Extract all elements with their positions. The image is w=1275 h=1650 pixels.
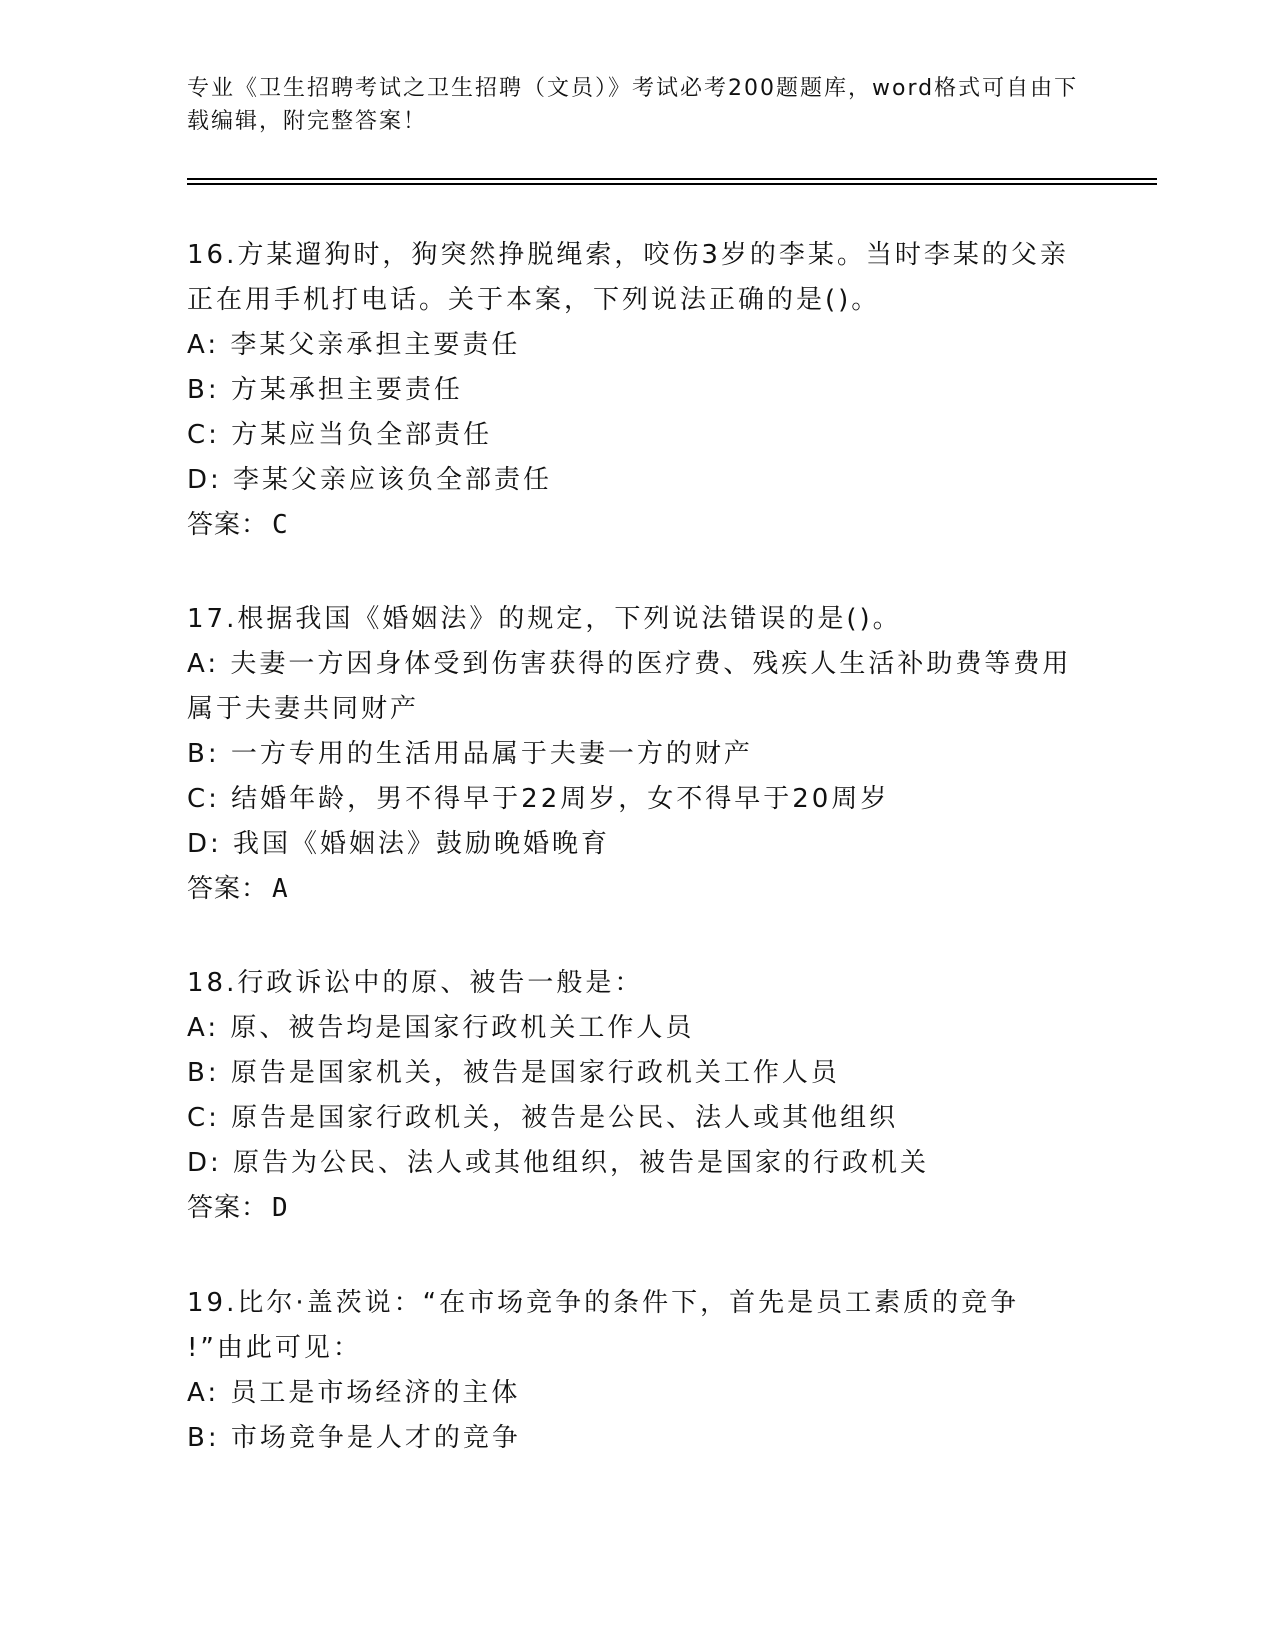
answer-value: C <box>272 510 289 540</box>
answer-label: 答案： <box>187 874 269 904</box>
option-a: A: 李某父亲承担主要责任 <box>187 330 521 360</box>
option-b: B: 方某承担主要责任 <box>187 375 463 405</box>
question-19 <box>187 1281 1087 1461</box>
question-stem-line: 18.行政诉讼中的原、被告一般是： <box>187 968 644 998</box>
question-stem-line: 正在用手机打电话。关于本案，下列说法正确的是()。 <box>187 285 881 315</box>
document-header: 专业《卫生招聘考试之卫生招聘（文员）》考试必考200题题库，word格式可自由下载编辑，附完整答案！ <box>187 76 1079 134</box>
question-16 <box>187 233 1087 548</box>
header-divider-bottom <box>187 183 1157 185</box>
question-stem-line: 16.方某遛狗时，狗突然挣脱绳索，咬伤3岁的李某。当时李某的父亲 <box>187 240 1069 270</box>
answer-line <box>187 867 1087 912</box>
option-a-continued: 属于夫妻共同财产 <box>187 694 420 724</box>
option-b: B: 原告是国家机关，被告是国家行政机关工作人员 <box>187 1058 840 1088</box>
option-d: D: 李某父亲应该负全部责任 <box>187 465 553 495</box>
option-c: C: 原告是国家行政机关，被告是公民、法人或其他组织 <box>187 1103 899 1133</box>
answer-value: D <box>272 1193 289 1223</box>
answer-line <box>187 1186 1087 1231</box>
option-a: A: 夫妻一方因身体受到伤害获得的医疗费、残疾人生活补助费等费用 <box>187 649 1072 679</box>
option-b: B: 市场竞争是人才的竞争 <box>187 1423 521 1453</box>
question-stem-line: 17.根据我国《婚姻法》的规定，下列说法错误的是()。 <box>187 604 902 634</box>
option-c: C: 结婚年龄，男不得早于22周岁，女不得早于20周岁 <box>187 784 890 814</box>
question-stem-line: 19.比尔·盖茨说：“在市场竞争的条件下，首先是员工素质的竞争 <box>187 1288 1020 1318</box>
option-c: C: 方某应当负全部责任 <box>187 420 493 450</box>
answer-value: A <box>272 874 289 904</box>
answer-line <box>187 503 1087 548</box>
option-b: B: 一方专用的生活用品属于夫妻一方的财产 <box>187 739 753 769</box>
question-stem-line: !”由此可见： <box>187 1333 362 1363</box>
question-18 <box>187 961 1087 1231</box>
header-divider-top <box>187 178 1157 180</box>
question-17 <box>187 597 1087 912</box>
option-d: D: 原告为公民、法人或其他组织，被告是国家的行政机关 <box>187 1148 930 1178</box>
option-d: D: 我国《婚姻法》鼓励晚婚晚育 <box>187 829 611 859</box>
option-a: A: 员工是市场经济的主体 <box>187 1378 521 1408</box>
answer-label: 答案： <box>187 510 269 540</box>
answer-label: 答案： <box>187 1193 269 1223</box>
option-a: A: 原、被告均是国家行政机关工作人员 <box>187 1013 695 1043</box>
